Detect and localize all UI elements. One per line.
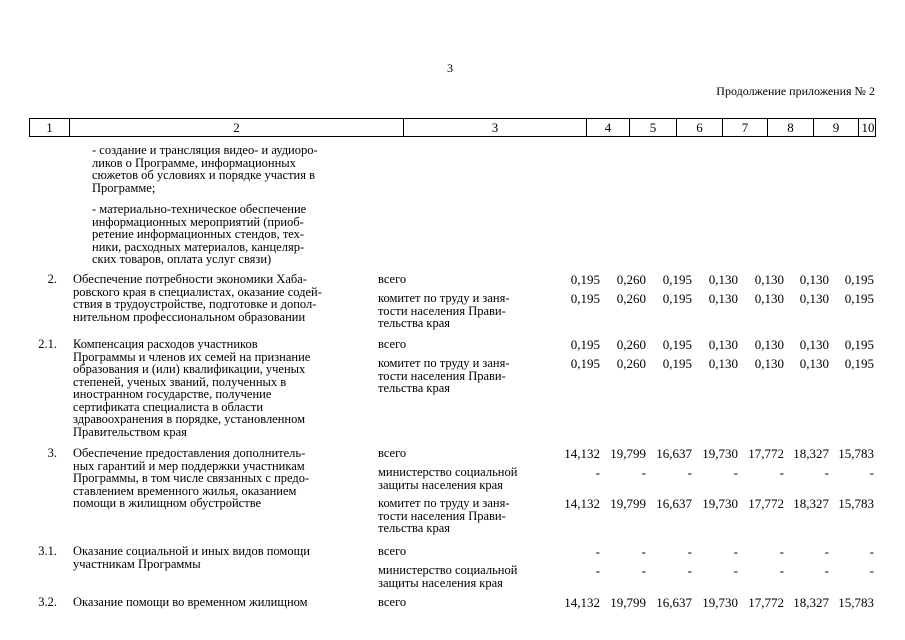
value-cell: - bbox=[687, 563, 692, 578]
executor-line: тости населения Прави- bbox=[378, 508, 506, 523]
value-cell: - bbox=[733, 544, 738, 559]
value-cell: 19,799 bbox=[610, 446, 646, 461]
value-cell: 0,130 bbox=[799, 272, 829, 287]
executor-line: тости населения Прави- bbox=[378, 368, 506, 383]
value-cell: - bbox=[641, 465, 646, 480]
value-cell: - bbox=[779, 563, 784, 578]
executor-line: комитет по труду и заня- bbox=[378, 496, 510, 510]
value-cell: 0,130 bbox=[754, 356, 784, 371]
header-col-6: 6 bbox=[677, 119, 723, 136]
value-cell: 18,327 bbox=[793, 595, 829, 610]
executor-line: всего bbox=[378, 446, 407, 460]
value-cell: 14,132 bbox=[564, 496, 600, 511]
value-cell: 19,799 bbox=[610, 595, 646, 610]
row-3-description-line: ставлением временного жилья, оказанием bbox=[73, 483, 297, 498]
executor-line: всего bbox=[378, 595, 407, 609]
value-cell: 19,799 bbox=[610, 496, 646, 511]
value-cell: - bbox=[641, 563, 646, 578]
intro-item-2-line: ники, расходных материалов, канцеляр- bbox=[92, 239, 305, 254]
value-cell: 14,132 bbox=[564, 446, 600, 461]
value-cell: 18,327 bbox=[793, 446, 829, 461]
value-cell: 0,195 bbox=[570, 337, 600, 352]
row-number: 3. bbox=[47, 446, 57, 460]
value-cell: - bbox=[824, 544, 829, 559]
executor-line: всего bbox=[378, 337, 407, 351]
header-col-3: 3 bbox=[404, 119, 587, 136]
intro-item-1-line: Программе; bbox=[92, 180, 156, 195]
value-cell: 0,195 bbox=[662, 291, 692, 306]
intro-item-2-line: ских товаров, оплата услуг связи) bbox=[92, 252, 272, 266]
value-cell: 14,132 bbox=[564, 595, 600, 610]
value-cell: - bbox=[595, 465, 600, 480]
row-number: 3.1. bbox=[38, 544, 57, 558]
intro-item-2-line: ретение информационных стендов, тех- bbox=[92, 227, 305, 241]
value-cell: - bbox=[733, 465, 738, 480]
value-cell: 0,130 bbox=[708, 337, 738, 352]
value-cell: - bbox=[641, 544, 646, 559]
executor-line: защиты населения края bbox=[378, 575, 503, 590]
value-cell: - bbox=[869, 544, 874, 559]
value-cell: 0,195 bbox=[570, 356, 600, 371]
value-cell: 15,783 bbox=[838, 595, 874, 610]
row-2-description-line: сертификата специалиста в области bbox=[73, 399, 264, 414]
value-cell: 0,130 bbox=[708, 272, 738, 287]
value-cell: 18,327 bbox=[793, 496, 829, 511]
value-cell: - bbox=[687, 465, 692, 480]
executor-line: министерство социальной bbox=[378, 563, 518, 577]
value-cell: 17,772 bbox=[748, 446, 784, 461]
value-cell: 19,730 bbox=[702, 446, 738, 461]
value-cell: - bbox=[824, 563, 829, 578]
executor-line: тельства края bbox=[378, 381, 450, 395]
table-header bbox=[29, 118, 876, 137]
row-4-description-line: Оказание социальной и иных видов помощи bbox=[73, 544, 310, 558]
intro-item-1-line: - создание и трансляция видео- и аудиоро- bbox=[92, 143, 318, 157]
value-cell: - bbox=[869, 465, 874, 480]
continuation-label: Продолжение приложения № 2 bbox=[716, 84, 875, 98]
intro-item-1-line: сюжетов об условиях и порядке участия в bbox=[92, 168, 316, 182]
header-col-9: 9 bbox=[814, 119, 859, 136]
value-cell: 0,260 bbox=[616, 356, 646, 371]
executor-line: всего bbox=[378, 544, 407, 558]
executor-line: комитет по труду и заня- bbox=[378, 356, 510, 370]
value-cell: - bbox=[595, 544, 600, 559]
value-cell: 19,730 bbox=[702, 496, 738, 511]
row-2-description-line: Программы и членов их семей на признание bbox=[73, 349, 311, 364]
value-cell: 0,195 bbox=[844, 356, 874, 371]
value-cell: 0,195 bbox=[662, 356, 692, 371]
executor-line: тельства края bbox=[378, 521, 450, 535]
row-5-description-line: Оказание помощи во временном жилищном bbox=[73, 595, 308, 609]
value-cell: 0,260 bbox=[616, 337, 646, 352]
value-cell: 16,637 bbox=[656, 496, 692, 511]
value-cell: 16,637 bbox=[656, 446, 692, 461]
row-2-description-line: степеней, ученых званий, полученных в bbox=[73, 374, 287, 389]
value-cell: 0,195 bbox=[662, 272, 692, 287]
value-cell: - bbox=[779, 465, 784, 480]
value-cell: 0,195 bbox=[844, 272, 874, 287]
row-2-description-line: здравоохранения в порядке, установленном bbox=[73, 412, 306, 426]
row-3-description-line: ных гарантий и мер поддержки участникам bbox=[73, 458, 305, 473]
value-cell: 0,130 bbox=[708, 356, 738, 371]
header-col-7: 7 bbox=[723, 119, 768, 136]
value-cell: 0,130 bbox=[754, 291, 784, 306]
value-cell: - bbox=[733, 563, 738, 578]
value-cell: 0,260 bbox=[616, 272, 646, 287]
value-cell: 0,130 bbox=[799, 337, 829, 352]
intro-item-2-line: - материально-техническое обеспечение bbox=[92, 202, 307, 216]
row-number: 3.2. bbox=[38, 595, 57, 609]
executor-line: защиты населения края bbox=[378, 477, 503, 492]
page-number: 3 bbox=[447, 61, 453, 75]
value-cell: 17,772 bbox=[748, 496, 784, 511]
value-cell: 0,130 bbox=[754, 272, 784, 287]
value-cell: 0,195 bbox=[844, 291, 874, 306]
value-cell: 0,195 bbox=[570, 291, 600, 306]
value-cell: 0,260 bbox=[616, 291, 646, 306]
executor-line: всего bbox=[378, 272, 407, 286]
row-3-description-line: Программы, в том числе связанных с предо- bbox=[73, 471, 310, 485]
executor-line: тельства края bbox=[378, 316, 450, 330]
header-col-5: 5 bbox=[630, 119, 677, 136]
intro-item-2-line: информационных мероприятий (приоб- bbox=[92, 214, 304, 229]
row-4-description-line: участникам Программы bbox=[73, 556, 201, 571]
value-cell: 0,130 bbox=[708, 291, 738, 306]
value-cell: 0,195 bbox=[662, 337, 692, 352]
row-1-description-line: нительном профессиональном образовании bbox=[73, 309, 306, 324]
intro-item-1-line: ликов о Программе, информационных bbox=[92, 155, 296, 170]
value-cell: 15,783 bbox=[838, 496, 874, 511]
value-cell: 19,730 bbox=[702, 595, 738, 610]
row-2-description-line: Правительством края bbox=[73, 424, 187, 439]
value-cell: 0,195 bbox=[844, 337, 874, 352]
value-cell: - bbox=[687, 544, 692, 559]
executor-line: комитет по труду и заня- bbox=[378, 291, 510, 305]
value-cell: 0,130 bbox=[799, 356, 829, 371]
row-1-description-line: ровского края в специалистах, оказание содей- bbox=[73, 284, 322, 299]
row-number: 2.1. bbox=[38, 337, 57, 351]
header-col-4: 4 bbox=[587, 119, 630, 136]
value-cell: 15,783 bbox=[838, 446, 874, 461]
value-cell: - bbox=[824, 465, 829, 480]
row-number: 2. bbox=[47, 272, 57, 286]
row-2-description-line: образования и (или) квалификации, ученых bbox=[73, 362, 306, 376]
value-cell: 0,195 bbox=[570, 272, 600, 287]
value-cell: 0,130 bbox=[754, 337, 784, 352]
header-col-2: 2 bbox=[70, 119, 404, 136]
header-col-10: 10 bbox=[861, 120, 875, 135]
value-cell: - bbox=[869, 563, 874, 578]
value-cell: - bbox=[779, 544, 784, 559]
row-1-description-line: Обеспечение потребности экономики Хаба- bbox=[73, 272, 307, 286]
row-1-description-line: ствия в трудоустройстве, подготовке и допол- bbox=[73, 297, 317, 311]
executor-line: министерство социальной bbox=[378, 465, 518, 479]
value-cell: 0,130 bbox=[799, 291, 829, 306]
executor-line: тости населения Прави- bbox=[378, 303, 506, 318]
row-2-description-line: Компенсация расходов участников bbox=[73, 337, 258, 351]
row-3-description-line: Обеспечение предоставления дополнитель- bbox=[73, 446, 306, 460]
value-cell: 17,772 bbox=[748, 595, 784, 610]
row-3-description-line: помощи в жилищном обустройстве bbox=[73, 496, 262, 510]
header-col-8: 8 bbox=[768, 119, 814, 136]
row-2-description-line: иностранном государстве, получение bbox=[73, 387, 272, 401]
value-cell: 16,637 bbox=[656, 595, 692, 610]
value-cell: - bbox=[595, 563, 600, 578]
header-col-1: 1 bbox=[30, 119, 70, 136]
